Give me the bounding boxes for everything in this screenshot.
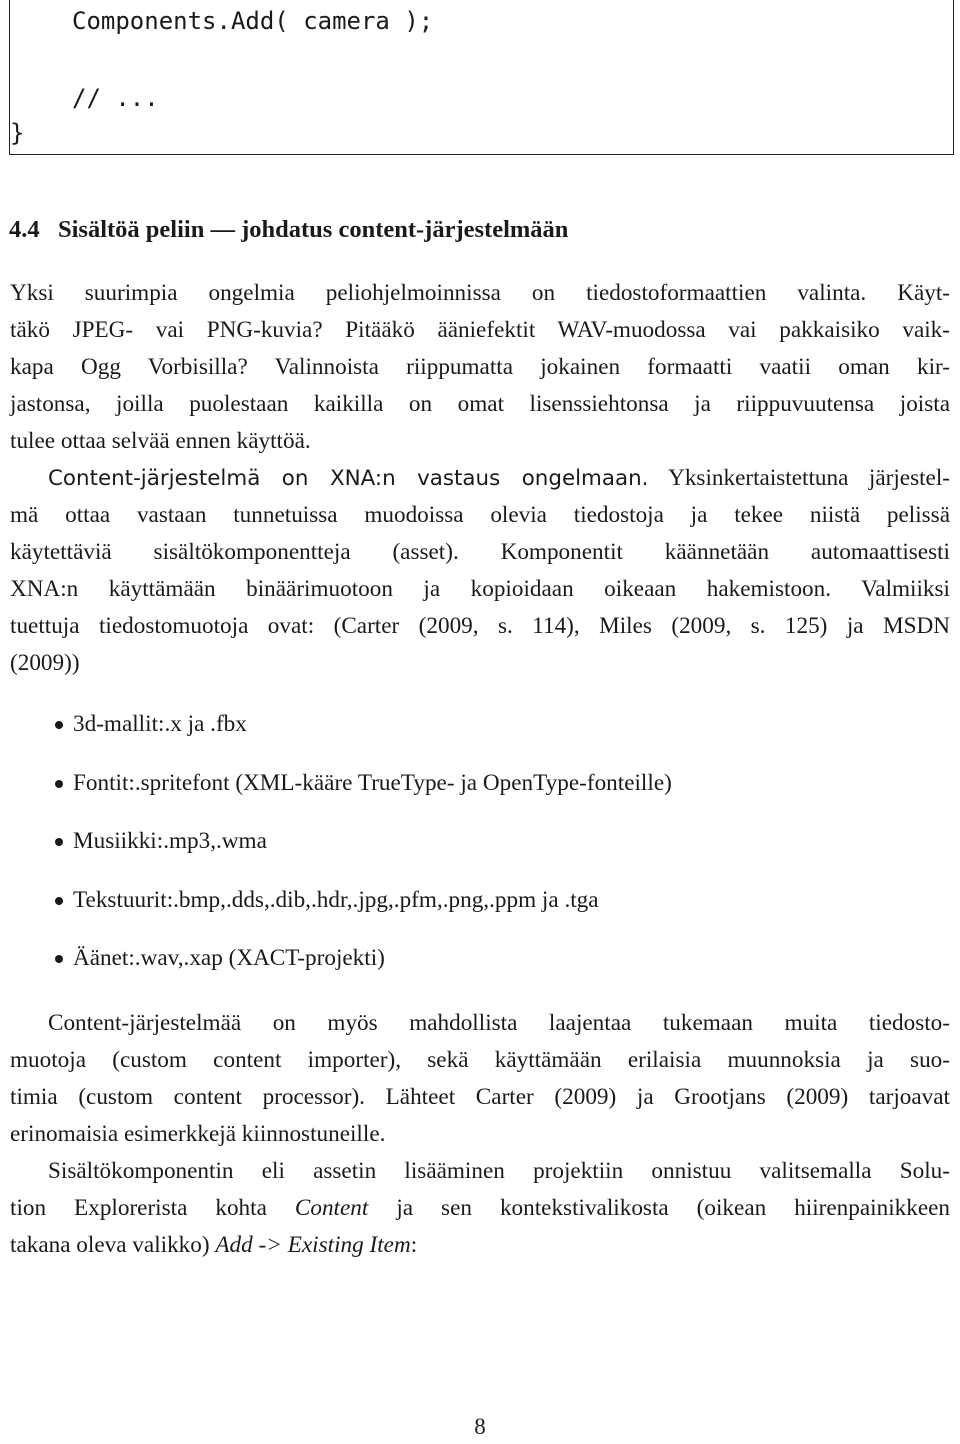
text-line: tulee ottaa selvää ennen käyttöä. xyxy=(10,428,311,454)
text-line: XNA:n käyttämään binäärimuotoon ja kopioidaan oikeaan hakemistoon. Valmiiksi xyxy=(10,576,950,602)
list-item-text: Tekstuurit:.bmp,.dds,.dib,.hdr,.jpg,.pfm,.png,.ppm ja .tga xyxy=(73,886,599,913)
text-line: muotoja (custom content importer), sekä käyttämään erilaisia muunnoksia ja suo- xyxy=(10,1047,950,1073)
supported-formats-list xyxy=(38,706,672,999)
list-item-text: Äänet:.wav,.xap (XACT-projekti) xyxy=(73,945,385,971)
text-fragment: tion Explorerista kohta xyxy=(10,1195,267,1221)
text-line xyxy=(10,1190,950,1227)
menu-item-content: Content xyxy=(294,1195,369,1221)
code-line: Components.Add( camera ); xyxy=(72,7,434,35)
text-line: mä ottaa vastaan tunnetuissa muodoissa olevia tiedostoja ja tekee niistä pelissä xyxy=(10,502,950,528)
text-fragment: : xyxy=(410,1232,418,1258)
text-line: kapa Ogg Vorbisilla? Valinnoista riippumatta jokainen formaatti vaatii oman kir- xyxy=(10,354,950,380)
bullet-icon xyxy=(55,780,63,788)
text-line: täkö JPEG- vai PNG-kuvia? Pitääkö ääniefektit WAV-muodossa vai pakkaisiko vaik- xyxy=(10,317,950,343)
page-number: 8 xyxy=(474,1414,486,1439)
section-title: Sisältöä peliin — johdatus content-järjestelmään xyxy=(58,216,569,243)
bullet-icon xyxy=(55,955,63,963)
text-line: Content-järjestelmää on myös mahdollista laajentaa tukemaan muita tiedosto- xyxy=(48,1010,950,1036)
text-line: tuettuja tiedostomuotoja ovat: (Carter (2009, s. 114), Miles (2009, s. 125) ja MSDN xyxy=(10,613,950,639)
menu-path-add-existing-item: Add -> Existing Item xyxy=(215,1232,411,1258)
section-number: 4.4 xyxy=(9,216,40,243)
list-item-text: Fontit:.spritefont (XML-kääre TrueType- ja OpenType-fonteille) xyxy=(73,769,672,796)
list-item xyxy=(38,765,672,824)
text-line: erinomaisia esimerkkejä kiinnostuneille. xyxy=(10,1121,386,1147)
text-line: käytettäviä sisältökomponentteja (asset). Komponentit käännetään automaattisesti xyxy=(10,539,950,565)
paragraph-adding-assets xyxy=(10,1153,950,1264)
text-fragment: ja sen kontekstivalikosta (oikean hiirenpainikkeen xyxy=(396,1195,951,1221)
bullet-icon xyxy=(55,897,63,905)
text-line: jastonsa, joilla puolestaan kaikilla on omat lisenssiehtonsa ja riippuvuutensa joista xyxy=(10,391,950,417)
text-fragment: Yksinkertaistettuna järjestel- xyxy=(668,465,950,491)
list-item-text: 3d-mallit:.x ja .fbx xyxy=(73,711,247,737)
text-line xyxy=(10,1227,950,1264)
bullet-icon xyxy=(55,721,63,729)
paragraph-content-pipeline xyxy=(10,460,950,682)
paragraph-file-formats-intro xyxy=(10,275,950,460)
paragraph-extensibility xyxy=(10,1005,950,1153)
code-closing-brace: } xyxy=(10,119,25,147)
text-line: Yksi suurimpia ongelmia peliohjelmoinnissa on tiedostoformaattien valinta. Käyt- xyxy=(10,280,950,306)
list-item xyxy=(38,940,672,999)
text-line: timia (custom content processor). Lähteet Carter (2009) ja Grootjans (2009) tarjoavat xyxy=(10,1084,950,1110)
section-heading xyxy=(9,212,568,248)
list-item xyxy=(38,706,672,765)
text-fragment: Content-järjestelmä on XNA:n vastaus ongelmaan. xyxy=(48,466,649,491)
text-fragment: takana oleva valikko) xyxy=(10,1232,210,1258)
text-line: Sisältökomponentin eli assetin lisääminen projektiin onnistuu valitsemalla Solu- xyxy=(48,1158,950,1184)
code-comment: // ... xyxy=(72,84,159,112)
bullet-icon xyxy=(55,838,63,846)
text-line: (2009)) xyxy=(10,650,80,676)
list-item xyxy=(38,882,672,941)
list-item xyxy=(38,823,672,882)
text-line xyxy=(10,460,950,497)
list-item-text: Musiikki:.mp3,.wma xyxy=(73,828,267,854)
